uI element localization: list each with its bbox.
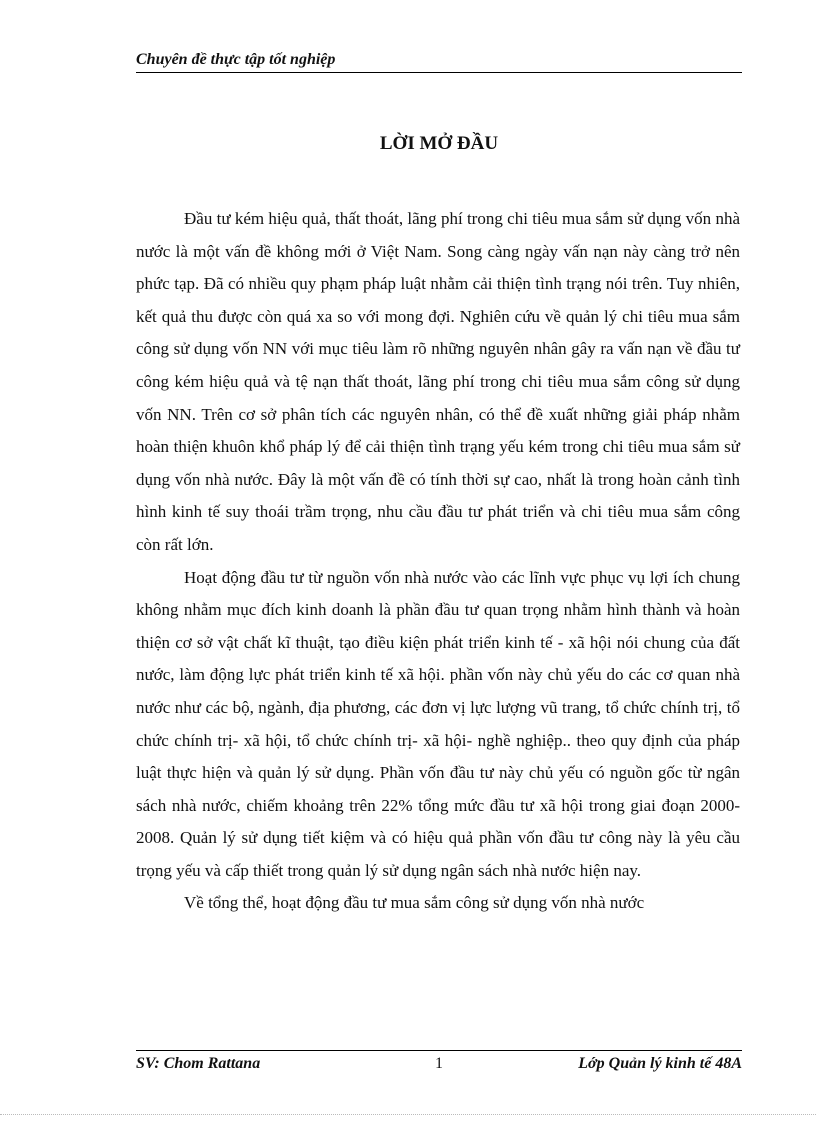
page-number: 1 [435,1055,443,1072]
footer-divider [136,1050,742,1051]
footer-class: Lớp Quản lý kinh tế 48A [578,1055,742,1072]
page-edge-divider [0,1114,816,1115]
footer-student: SV: Chom Rattana [136,1055,261,1072]
header-title: Chuyên đề thực tập tốt nghiệp [136,51,336,68]
page-header [136,50,742,73]
document-body [136,203,740,920]
page-footer [136,1054,742,1076]
paragraph-3: Về tổng thể, hoạt động đầu tư mua sắm công sử dụng vốn nhà nước [184,893,645,913]
document-title: LỜI MỞ ĐẦU [379,133,499,154]
paragraph-2: Hoạt động đầu tư từ nguồn vốn nhà nước vào các lĩnh vực phục vụ lợi ích chung không nhằm mục đích kinh doanh là phần đầu tư quan trọng nhằm hình thành và hoàn thiện cơ sở vật chất kĩ thuật, tạo điều kiện phát triển kinh tế - xã hội nói chung của đất nước, làm động lực phát triển kinh tế xã hội. phần vốn này chủ yếu do các cơ quan nhà nước như các bộ, ngành, địa phương, các đơn vị lực lượng vũ trang, tổ chức chính trị, tổ chức chính trị- xã hội, tổ chức chính trị- xã hội- nghề nghiệp.. theo quy định của pháp luật thực hiện và quản lý sử dụng. Phần vốn đầu tư này chủ yếu có nguồn gốc từ ngân sách nhà nước, chiếm khoảng trên 22% tổng mức đầu tư xã hội trong giai đoạn 2000-2008. Quản lý sử dụng tiết kiệm và có hiệu quả phần vốn đầu tư công này là yêu cầu trọng yếu và cấp thiết trong quản lý sử dụng ngân sách nhà nước hiện nay. [136,567,740,880]
paragraph-1: Đầu tư kém hiệu quả, thất thoát, lãng phí trong chi tiêu mua sắm sử dụng vốn nhà nước là một vấn đề không mới ở Việt Nam. Song càng ngày vấn nạn này càng trở nên phức tạp. Đã có nhiều quy phạm pháp luật nhằm cải thiện tình trạng nói trên. Tuy nhiên, kết quả thu được còn quá xa so với mong đợi. Nghiên cứu về quản lý chi tiêu mua sắm công sử dụng vốn NN với mục tiêu làm rõ những nguyên nhân gây ra vấn nạn về đầu tư công kém hiệu quả và tệ nạn thất thoát, lãng phí trong chi tiêu mua sắm công sử dụng vốn NN. Trên cơ sở phân tích các nguyên nhân, có thể đề xuất những giải pháp nhằm hoàn thiện khuôn khổ pháp lý để cải thiện tình trạng yếu kém trong chi tiêu mua sắm sử dụng vốn nhà nước. Đây là một vấn đề có tính thời sự cao, nhất là trong hoàn cảnh tình hình kinh tế suy thoái trầm trọng, nhu cầu đầu tư phát triển và chi tiêu mua sắm công còn rất lớn. [136,209,740,554]
